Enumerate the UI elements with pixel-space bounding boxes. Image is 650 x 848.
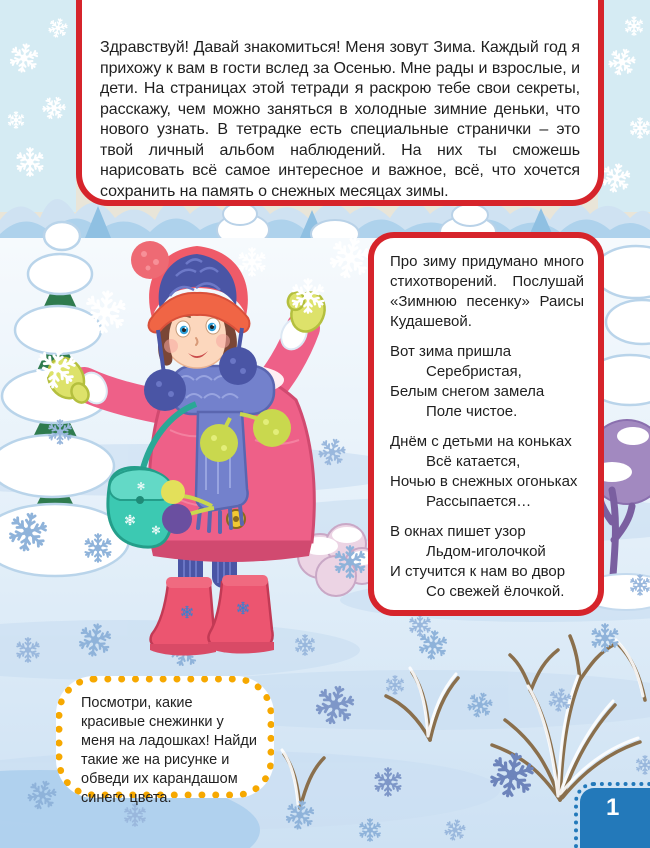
page-number: 1 xyxy=(606,794,620,821)
poem-text-box xyxy=(368,232,604,616)
poem-line: Поле чистое. xyxy=(426,403,518,420)
left-snow-strip xyxy=(0,0,76,212)
task-bubble xyxy=(56,676,274,806)
poem-line: Рассыпается… xyxy=(426,493,532,510)
poem-line: И стучится к нам во двор xyxy=(390,563,566,580)
poem-line: Вот зима пришла xyxy=(390,343,512,360)
poem-stanza xyxy=(390,522,584,602)
poem-stanza xyxy=(390,432,584,512)
poem-line: Льдом-иголочкой xyxy=(426,543,546,560)
poem-stanza xyxy=(390,342,584,422)
poem-line: Всё катается, xyxy=(426,453,521,470)
poem-line: В окнах пишет узор xyxy=(390,523,526,540)
page-number-badge xyxy=(580,788,650,848)
task-text: Посмотри, какие красивые снежинки у меня на ладошках! Найди такие же на рисунке и обведи их карандашом синего цвета. xyxy=(81,695,257,806)
poem-line: Белым снегом замела xyxy=(390,383,545,400)
poem-intro: Про зиму придумано много стихотворений. Послушай «Зимнюю песенку» Раисы Кудашевой. xyxy=(390,253,584,330)
poem-line: Днём с детьми на коньках xyxy=(390,433,572,450)
intro-paragraph: Здравствуй! Давай знакомиться! Меня зовут Зима. Каждый год я прихожу к вам в гости вслед за Осенью. Мне рады и взрослые, и дети. На страницах этой тетради я раскрою тебе свои секреты, расскажу, чем можно заняться в холодные зимние деньки, что нового узнать. В тетрадке есть специальные странички – это твой личный альбом наблюдений. На них ты сможешь нарисовать всё самое интересное и важное, всё, что хочется сохранить на память о снежных месяцах зимы. xyxy=(100,39,580,200)
poem-line: Со свежей ёлочкой. xyxy=(426,583,565,600)
intro-text-box xyxy=(76,0,604,206)
poem-line: Ночью в снежных огоньках xyxy=(390,473,578,490)
poem-line: Серебристая, xyxy=(426,363,522,380)
